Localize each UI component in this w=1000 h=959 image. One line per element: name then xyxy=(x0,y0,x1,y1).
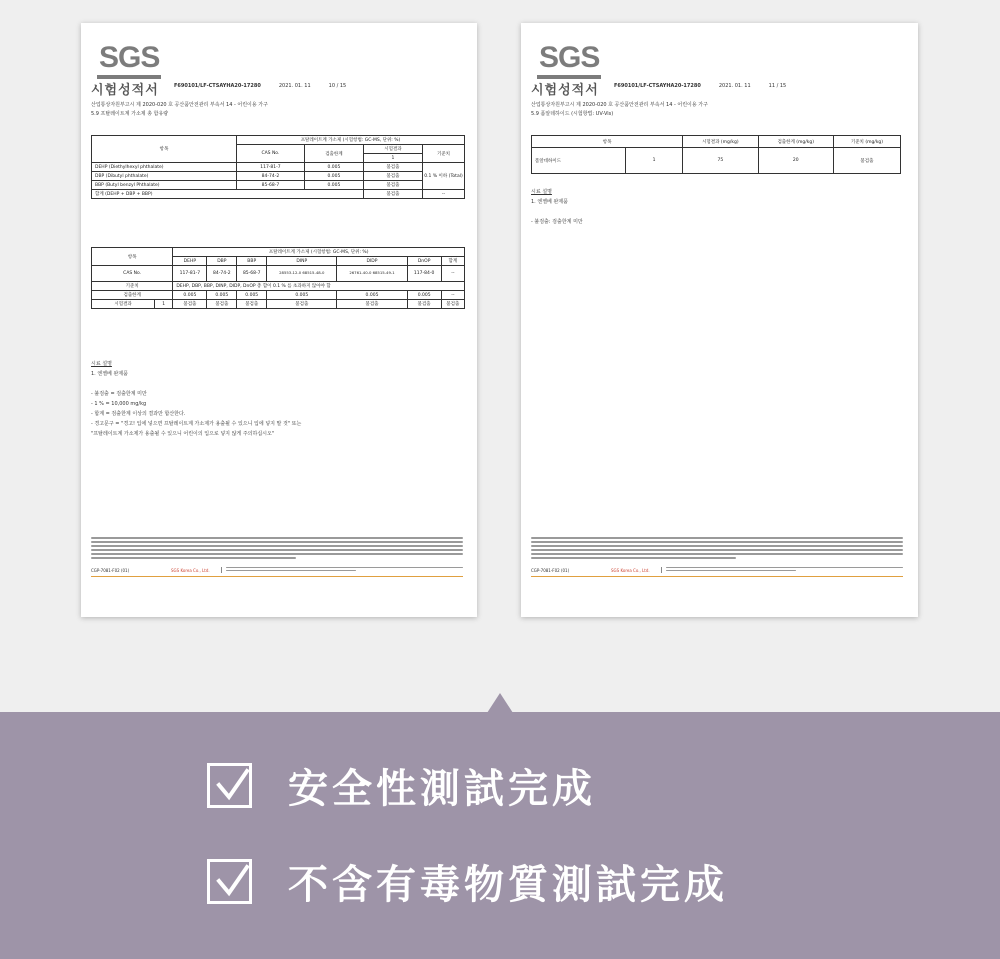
note-line: "프탈레이트계 가소제가 용출될 수 있으니 어린이의 입으로 넣지 않게 주의하십시오" xyxy=(91,431,275,437)
note-line: - 경고문구 = "경고! 입에 넣으면 프탈레이트계 가소제가 용출될 수 있으니 입에 넣지 말 것" 또는 xyxy=(91,421,302,427)
col-result: 시험결과 xyxy=(363,145,422,154)
cell: 85-68-7 xyxy=(237,266,267,282)
note-line: - 불검출 = 검출한계 미만 xyxy=(91,391,147,397)
note-line: - 불검출: 검출한계 미만 xyxy=(531,219,583,225)
report-date: 2021. 01. 11 xyxy=(718,83,751,89)
cell: 불검출 xyxy=(441,300,464,309)
sample-notes xyxy=(531,187,583,227)
col-item: 항목 xyxy=(532,136,683,148)
cell: -- xyxy=(441,291,464,300)
total-label: 합계 (DEHP + DBP + BBP) xyxy=(92,190,364,199)
row-label: CAS No. xyxy=(92,266,173,282)
sample-notes xyxy=(91,359,301,439)
sgs-logo: SGS xyxy=(537,43,601,79)
table-row xyxy=(92,181,465,190)
row-label: 기준치 xyxy=(92,282,173,291)
notes-title: 시료 설명 xyxy=(91,361,112,367)
cell: 불검출 xyxy=(337,300,407,309)
row-result: 불검출 xyxy=(363,181,422,190)
cell: 0.005 xyxy=(173,291,207,300)
note-line: 1. 엔젤베 완제품 xyxy=(531,199,568,205)
total-criteria: -- xyxy=(423,190,465,199)
cell: 26761-40-0 68515-49-1 xyxy=(337,266,407,282)
cell: 0.005 xyxy=(267,291,337,300)
col-header: DBP xyxy=(207,257,237,266)
cell: 117-81-7 xyxy=(173,266,207,282)
report-title: 시험성적서 xyxy=(91,83,159,98)
col-item: 항목 xyxy=(92,248,173,266)
sgs-logo: SGS xyxy=(97,43,161,79)
row-result: 불검출 xyxy=(363,172,422,181)
col-criteria: 기준치 xyxy=(423,145,465,163)
cell: 0.005 xyxy=(237,291,267,300)
row-abbr: DBP xyxy=(95,173,105,179)
col-result: 시험결과 (mg/kg) xyxy=(683,136,758,148)
col-header: DIDP xyxy=(337,257,407,266)
report-meta xyxy=(614,83,914,89)
col-cas: CAS No. xyxy=(237,145,305,163)
report-number: F690101/LF-CTSAYHA20-17280 xyxy=(174,83,261,89)
test-report-page-10 xyxy=(81,23,477,617)
col-item: 항목 xyxy=(92,136,237,163)
checkbox-checked-icon xyxy=(207,859,252,904)
phthalate-table-2 xyxy=(91,247,465,309)
report-title: 시험성적서 xyxy=(531,83,599,98)
cell: 84-74-2 xyxy=(207,266,237,282)
row-sample: 1 xyxy=(155,300,173,309)
report-intro xyxy=(531,101,901,119)
form-code: CGP-7081-F02 (01) xyxy=(531,567,570,573)
cell: 0.005 xyxy=(337,291,407,300)
intro-line: 산업통상자원부고시 제 2020-020 호 공산품안전관리 부속서 14 - 어린이용 가구 xyxy=(531,102,708,108)
col-header: DnOP xyxy=(407,257,441,266)
col-header: 합계 xyxy=(441,257,464,266)
table-row xyxy=(92,300,465,309)
group-header: 프탈레이트계 가소제 (시험항법: GC-MS, 단위: %) xyxy=(173,248,465,257)
col-limit: 검출한계 xyxy=(304,145,363,163)
company-name: SGS Korea Co., Ltd. xyxy=(611,567,650,573)
form-code: CGP-7081-F02 (01) xyxy=(91,567,130,573)
cell: 불검출 xyxy=(173,300,207,309)
note-line: 1. 엔젤베 완제품 xyxy=(91,371,128,377)
row-limit: 0.005 xyxy=(304,172,363,181)
col-header: DINP xyxy=(267,257,337,266)
row-name: (Butyl benzyl Phthalate) xyxy=(105,182,160,188)
table-row xyxy=(92,163,465,172)
col-sample: 1 xyxy=(363,154,422,163)
report-page: 10 / 15 xyxy=(328,83,347,89)
row-name: (Dibutyl phthalate) xyxy=(105,173,149,179)
phthalate-table-1 xyxy=(91,135,465,199)
table-row xyxy=(532,148,901,174)
intro-line: 5.9 폼알데하이드 (시험항법: UV-Vis) xyxy=(531,111,614,117)
cell: 불검출 xyxy=(237,300,267,309)
row-abbr: DEHP xyxy=(95,164,108,170)
legal-footer xyxy=(91,537,463,577)
intro-line: 산업통상자원부고시 제 2020-020 호 공산품안전관리 부속서 14 - 어린이용 가구 xyxy=(91,102,268,108)
checklist-label: 不含有毒物質測試完成 xyxy=(288,862,728,908)
table-row xyxy=(92,266,465,282)
group-header: 프탈레이트계 가소제 (시험항법: GC-MS, 단위: %) xyxy=(237,136,465,145)
col-criteria: 기준치 (mg/kg) xyxy=(833,136,900,148)
report-page: 11 / 15 xyxy=(768,83,787,89)
checklist-item-toxic-free-test xyxy=(207,853,728,910)
row-criteria: 불검출 xyxy=(833,148,900,174)
legal-footer xyxy=(531,537,903,577)
pointer-triangle xyxy=(487,693,513,713)
report-date: 2021. 01. 11 xyxy=(278,83,311,89)
total-result: 불검출 xyxy=(363,190,422,199)
row-label: 검출한계 xyxy=(92,291,173,300)
table-row xyxy=(92,172,465,181)
checklist-label: 安全性測試完成 xyxy=(288,766,596,812)
row-label: 시험결과 xyxy=(92,300,155,309)
cell: -- xyxy=(441,266,464,282)
row-sample: 1 xyxy=(626,148,683,174)
note-line: - 합계 = 검출한계 이상의 결과만 합산한다. xyxy=(91,411,186,417)
note-line: - 1 % = 10,000 mg/kg xyxy=(91,401,147,407)
row-abbr: BBP xyxy=(95,182,104,188)
cell: 0.005 xyxy=(207,291,237,300)
row-cas: 84-74-2 xyxy=(237,172,305,181)
table-row xyxy=(92,291,465,300)
criteria-text: DEHP, DBP, BBP, DINP, DIDP, DnOP 총 합이 0.1 % 를 초과하지 않아야 함 xyxy=(173,282,465,291)
company-name: SGS Korea Co., Ltd. xyxy=(171,567,210,573)
row-name: (Diethylhexyl phthalate) xyxy=(108,164,164,170)
cell: 117-84-0 xyxy=(407,266,441,282)
checklist-band xyxy=(0,712,1000,959)
report-meta xyxy=(174,83,474,89)
cell: 불검출 xyxy=(267,300,337,309)
col-header: BBP xyxy=(237,257,267,266)
test-report-page-11 xyxy=(521,23,918,617)
row-limit: 20 xyxy=(758,148,833,174)
cell: 불검출 xyxy=(407,300,441,309)
report-intro xyxy=(91,101,461,119)
intro-line: 5.9 프탈레이트계 가소제 총 함유량 xyxy=(91,111,169,117)
col-limit: 검출한계 (mg/kg) xyxy=(758,136,833,148)
row-cas: 85-68-7 xyxy=(237,181,305,190)
formaldehyde-table xyxy=(531,135,901,174)
row-limit: 0.005 xyxy=(304,163,363,172)
cell: 28553-12-0 68515-48-0 xyxy=(267,266,337,282)
note-line xyxy=(91,379,301,389)
row-item: 폼알데하이드 xyxy=(532,148,626,174)
col-header: DEHP xyxy=(173,257,207,266)
notes-title: 시료 설명 xyxy=(531,189,552,195)
row-cas: 117-81-7 xyxy=(237,163,305,172)
checkbox-checked-icon xyxy=(207,763,252,808)
report-number: F690101/LF-CTSAYHA20-17280 xyxy=(614,83,701,89)
row-result: 75 xyxy=(683,148,758,174)
cell: 0.005 xyxy=(407,291,441,300)
row-result: 불검출 xyxy=(363,163,422,172)
row-limit: 0.005 xyxy=(304,181,363,190)
criteria-value: 0.1 % 이하 (Total) xyxy=(423,163,465,190)
table-row xyxy=(92,190,465,199)
cell: 불검출 xyxy=(207,300,237,309)
note-line xyxy=(531,207,583,217)
table-row xyxy=(92,282,465,291)
checklist-item-safety-test xyxy=(207,757,596,814)
